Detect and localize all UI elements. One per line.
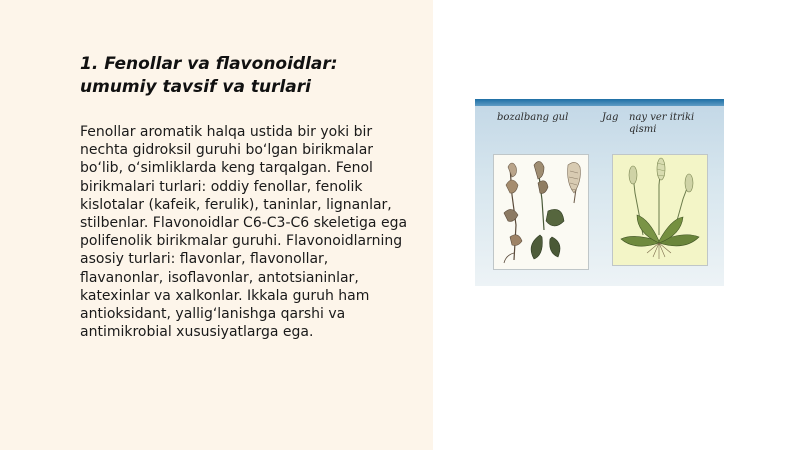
plantain-plant-plate (612, 154, 708, 266)
skullcap-plant-plate (493, 154, 589, 270)
slide-title: 1. Fenollar va flavonoidlar: umumiy tavsif va turlari (80, 54, 338, 97)
skullcap-plant-drawing (494, 155, 588, 269)
figure-label-left: bozalbang gul (497, 112, 569, 123)
figure-label-right: nay ver itriki qismi (629, 112, 695, 135)
botanical-illustration (475, 99, 724, 286)
figure-label-middle: Jag (602, 112, 619, 123)
figure-top-bar (475, 99, 724, 106)
plantain-plant-drawing (613, 155, 707, 265)
slide-body-text: Fenollar aromatik halqa ustida bir yoki bir nechta gidroksil guruhi bo‘lgan birikmalar bo‘lib, o‘simliklarda keng tarqalgan. Fenol birikmalari turlari: oddiy fenollar, fenolik kislotalar (kafeik, ferulik), taninlar, lignanlar, stilbenlar. Flavonoidlar C6-C3-C6 skeletiga ega polifenolik birikmalar guruhi. Flavonoidlarning asosiy turlari: flavonlar, flavonollar, flavanonlar, isoflavonlar, antotsianinlar, katexinlar va xalkonlar. Ikkala guruh ham antioksidant, yallig‘lanishga qarshi va antimikrobial xususiyatlarga ega. (80, 124, 408, 341)
